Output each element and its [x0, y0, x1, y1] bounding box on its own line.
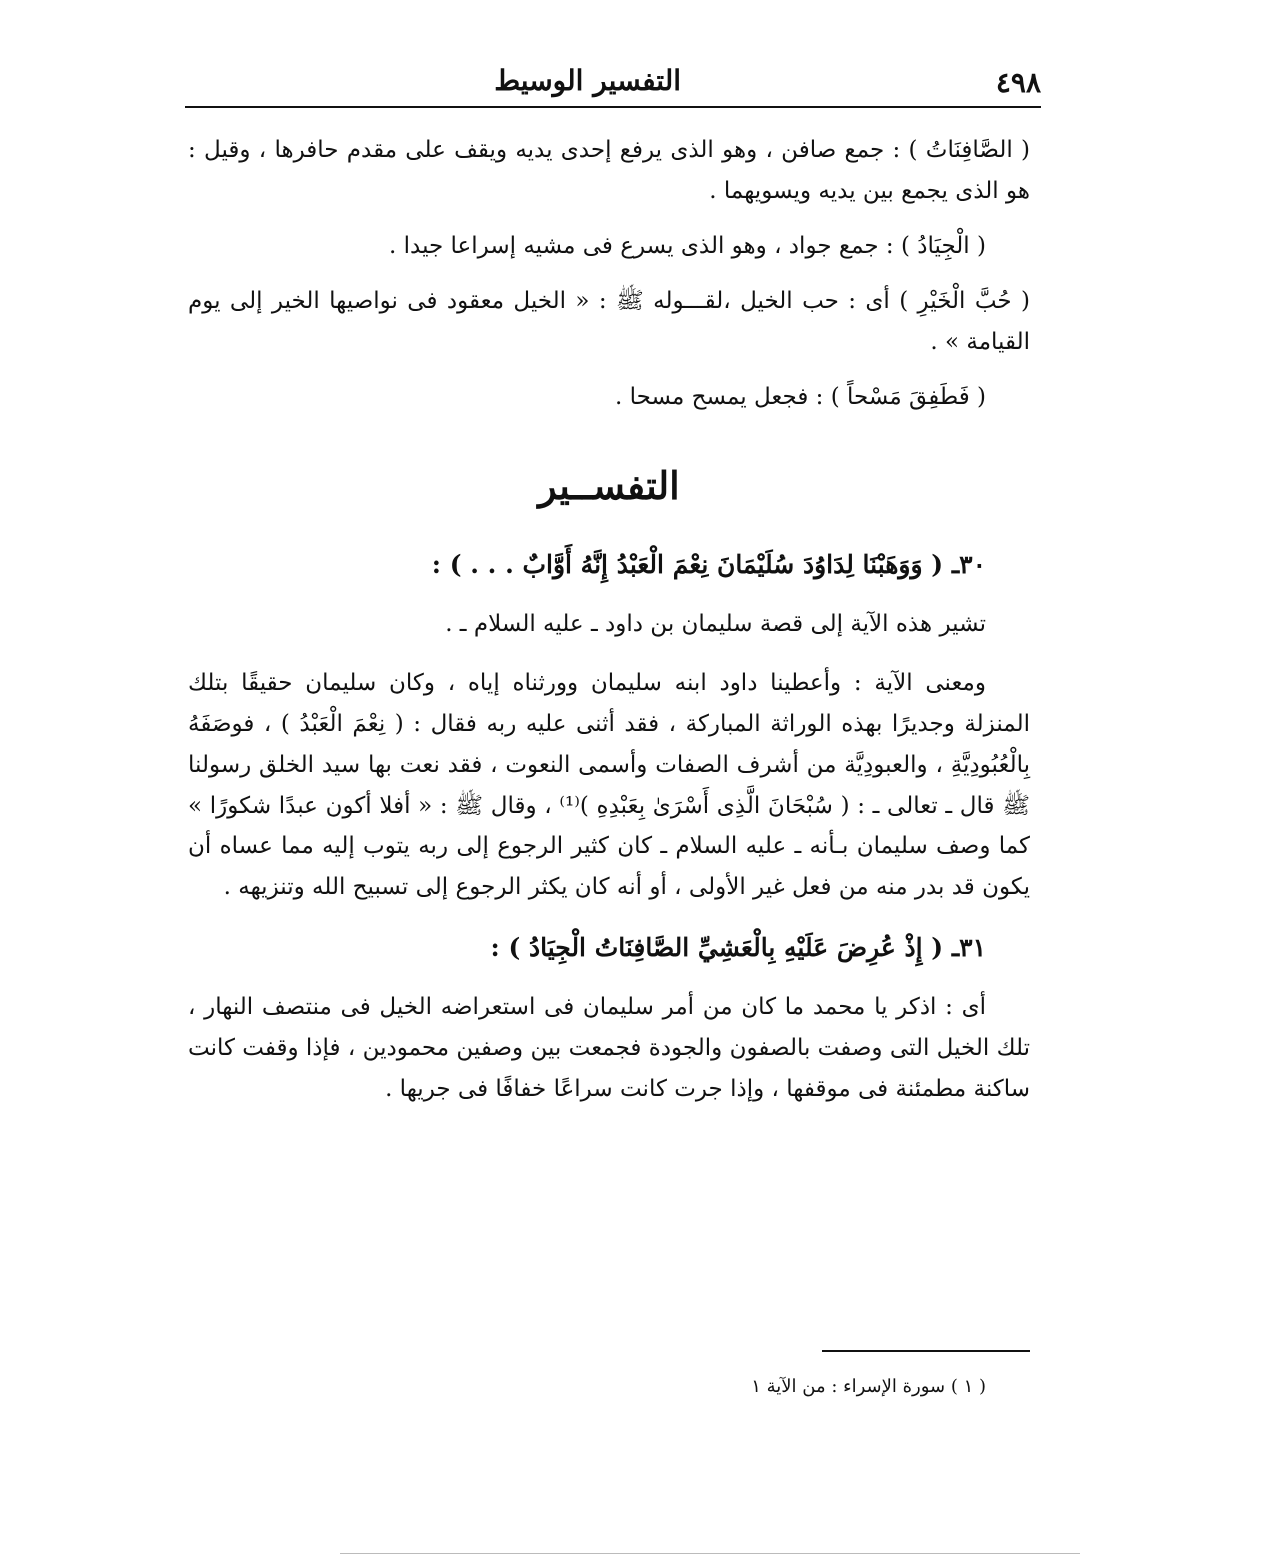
- verse-heading: ٣١ـ ( إِذْ عُرِضَ عَلَيْهِ بِالْعَشِيِّ الصَّافِنَاتُ الْجِيَادُ ) :: [490, 933, 986, 963]
- glossary-entry: [188, 377, 1030, 418]
- footnote: ( ١ ) سورة الإسراء : من الآية ١: [751, 1376, 986, 1397]
- section-heading: التفســير: [538, 462, 680, 508]
- page-header: [185, 62, 1041, 106]
- glossary-text: ( الصَّافِنَاتُ ) : جمع صافن ، وهو الذى يرفع إحدى يديه ويقف على مقدم حافرها ، وقيل : هو الذى يجمع بين يديه ويسويهما .: [188, 137, 1030, 204]
- commentary-paragraph: تشير هذه الآية إلى قصة سليمان بن داود ـ عليه السلام ـ .: [445, 610, 986, 637]
- commentary-paragraph: ومعنى الآية : وأعطينا داود ابنه سليمان وورثناه إياه ، وكان سليمان حقيقًا بتلك المنزلة وجديرًا بهذه الوراثة المباركة ، فقد أثنى عليه ربه فقال : ( نِعْمَ الْعَبْدُ ) ، فوصَفَهُ بِالْعُبُودِيَّةِ ، والعبودِيَّة من أشرف الصفات وأسمى النعوت ، فقد نعت بها سيد الخلق رسولنا ﷺ قال ـ تعالى ـ : ( سُبْحَانَ الَّذِى أَسْرَىٰ بِعَبْدِهِ )⁽¹⁾ ، وقال ﷺ : « أفلا أكون عبدًا شكورًا » كما وصف سليمان بـأنه ـ عليه السلام ـ كان كثير الرجوع إلى ربه يتوب إليه مما عساه أن يكون قد بدر منه من فعل غير الأولى ، أو أنه كان يكثر الرجوع إلى تسبيح الله وتنزيهه .: [188, 669, 1030, 901]
- glossary-text: ( حُبَّ الْخَيْرِ ) أى : حب الخيل ،لقـــوله ﷺ : « الخيل معقود فى نواصيها الخير إلى يوم القيامة » .: [188, 287, 1030, 355]
- footnote-divider: [822, 1350, 1030, 1352]
- glossary-entry: [188, 226, 1030, 267]
- running-title: التفسير الوسيط: [494, 64, 681, 97]
- commentary-paragraph: أى : اذكر يا محمد ما كان من أمر سليمان فى استعراضه الخيل فى منتصف النهار ، تلك الخيل التى وصفت بالصفون والجودة فجمعت بين وصفين محمودين ، فإذا وقفت كانت ساكنة مطمئنة فى موقفها ، وإذا جرت كانت سراعًا خفافًا فى جريها .: [188, 993, 1030, 1102]
- glossary-entry: [188, 130, 1030, 212]
- glossary-text: ( الْجِيَادُ ) : جمع جواد ، وهو الذى يسرع فى مشيه إسراعا جيدا .: [388, 232, 986, 259]
- scan-edge-line: [340, 1553, 1080, 1554]
- header-divider: [185, 106, 1041, 108]
- page-number: ٤٩٨: [995, 66, 1041, 99]
- glossary-text: ( فَطَفِقَ مَسْحاً ) : فجعل يمسح مسحا .: [615, 383, 986, 410]
- page-body: [188, 130, 1030, 1128]
- verse-heading: ٣٠ـ ( وَوَهَبْنَا لِدَاوُدَ سُلَيْمَانَ نِعْمَ الْعَبْدُ إِنَّهُ أَوَّابٌ . . . ) :: [431, 550, 986, 580]
- glossary-entry: [188, 281, 1030, 363]
